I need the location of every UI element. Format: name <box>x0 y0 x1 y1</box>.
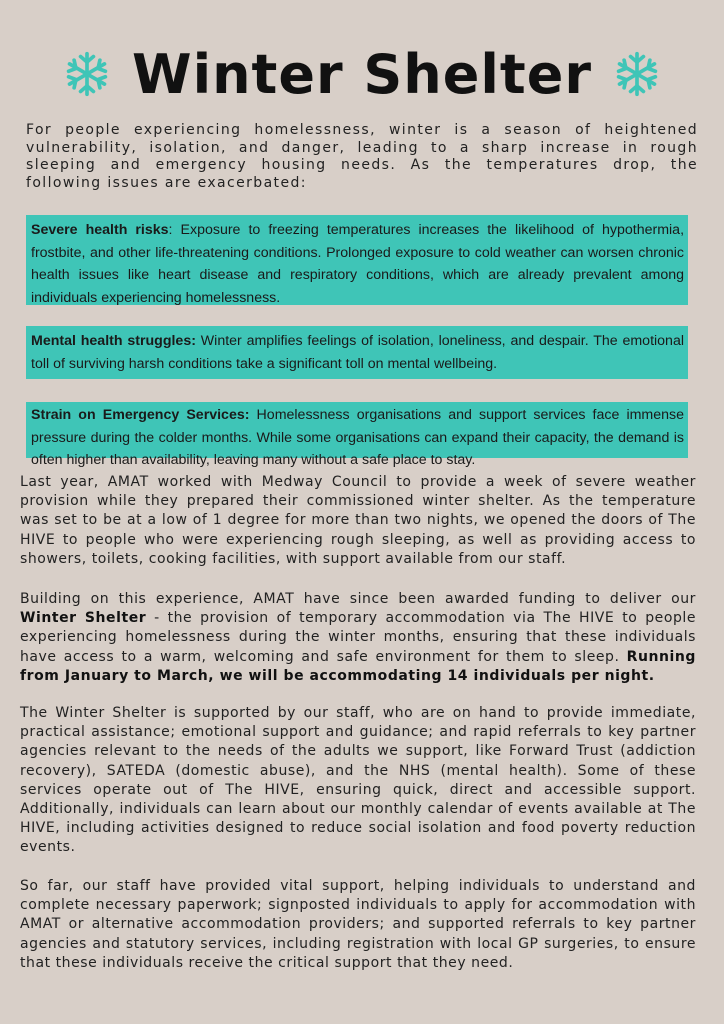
issue-box-mental <box>26 326 688 379</box>
snowflake-icon <box>64 51 110 97</box>
issue-heading: Severe health risks <box>31 222 169 238</box>
issue-text: Exposure to freezing temperatures increases the likelihood of hypothermia, frostbite, and other life-threatening conditions. Prolonged exposure to cold weather can worsen chronic health issues like heart disease and respiratory conditions, which are already prevalent among individuals experiencing homelessness. <box>31 222 685 306</box>
emphasis-winter-shelter: Winter Shelter <box>20 610 147 627</box>
emphasis-running: Running from January to March, we will be accommodating 14 individuals per night. <box>20 648 696 684</box>
paragraph-so-far: So far, our staff have provided vital support, helping individuals to understand and complete necessary paperwork; signposted individuals to apply for accommodation with AMAT or alternative accommodation providers; and supported referrals to key partner agencies and statutory services, including registration with local GP surgeries, to ensure that these individuals receive the critical support that they need. <box>20 878 696 971</box>
issue-separator: : <box>168 222 173 238</box>
paragraph-text: - the provision of temporary accommodation via The HIVE to people experiencing homelessness during the winter months, ensuring that these individuals have access to a warm, welcoming and safe environment for them to sleep. <box>20 610 696 665</box>
page-title: Winter Shelter <box>132 42 592 106</box>
issue-text: Homelessness organisations and support services face immense pressure during the colder months. While some organisations can expand their capacity, the demand is often higher than availability, leaving many without a safe place to stay. <box>31 407 685 468</box>
paragraph-support: The Winter Shelter is supported by our staff, who are on hand to provide immediate, practical assistance; emotional support and guidance; and rapid referrals to key partner agencies relevant to the needs of the adults we support, like Forward Trust (addiction recovery), SATEDA (domestic abuse), and the NHS (mental health). Some of these services operate out of The HIVE, ensuring quick, direct and accessible support. Additionally, individuals can learn about our monthly calendar of events available at The HIVE, including activities designed to reduce social isolation and food poverty reduction events. <box>20 705 696 856</box>
intro-paragraph: For people experiencing homelessness, winter is a season of heightened vulnerability, isolation, and danger, leading to a sharp increase in rough sleeping and emergency housing needs. As the temperatures drop, the following issues are exacerbated: <box>26 122 698 191</box>
title-row <box>0 38 724 110</box>
paragraph-last-year: Last year, AMAT worked with Medway Council to provide a week of severe weather provision while they prepared their commissioned winter shelter. As the temperature was set to be at a low of 1 degree for more than two nights, we opened the doors of The HIVE to people who were experiencing rough sleeping, as well as providing access to showers, toilets, cooking facilities, with support available from our staff. <box>20 474 696 567</box>
issue-heading: Mental health struggles: <box>31 333 196 349</box>
issue-box-services <box>26 402 688 468</box>
snowflake-icon <box>614 51 660 97</box>
paragraph-funding <box>20 590 696 686</box>
issue-heading: Strain on Emergency Services: <box>31 407 250 423</box>
paragraph-text: Building on this experience, AMAT have since been awarded funding to deliver our <box>20 591 696 607</box>
issue-text: Winter amplifies feelings of isolation, loneliness, and despair. The emotional toll of surviving harsh conditions take a significant toll on mental wellbeing. <box>31 333 684 372</box>
issue-box-health <box>26 215 688 305</box>
